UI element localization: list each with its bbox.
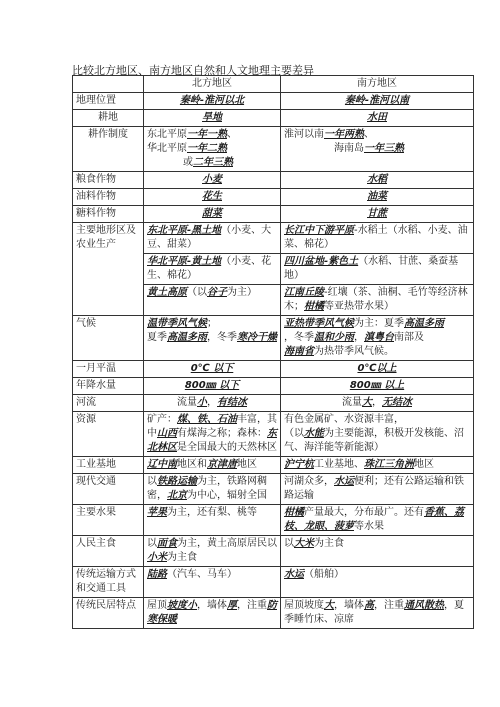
cell-text: 铁路运输 — [157, 476, 197, 487]
cell-text: 油菜 — [367, 191, 387, 202]
cell-text: 旱地 — [202, 112, 222, 123]
page-title: 比较北方地区、南方地区自然和人文地理主要差异 — [72, 64, 314, 77]
table-header-row — [73, 76, 474, 93]
table-row — [73, 474, 474, 505]
sub-cell — [281, 253, 473, 284]
cell-text: 甜菜 — [202, 208, 222, 219]
cell-text: ，夏季睡竹床、凉席 — [284, 600, 464, 625]
cell-text: 海南省 — [284, 346, 314, 357]
cell-text: 大 — [324, 600, 334, 611]
cell-text: ，墙体 — [197, 600, 227, 611]
table-cell — [144, 223, 281, 316]
row-label: 地理位置 — [73, 93, 144, 110]
cell-text: 小米 — [147, 552, 167, 563]
cell-text: 0℃以上 — [357, 363, 397, 374]
table-cell — [144, 206, 281, 223]
cell-text: （以 — [284, 428, 304, 439]
row-label: 主要水果 — [73, 505, 144, 536]
cell-text: 是全国最大的天然林区 — [177, 442, 277, 453]
cell-text: 山西 — [157, 428, 177, 439]
cell-text: ， — [372, 397, 382, 408]
cell-text: 为主：夏季 — [354, 318, 404, 329]
cell-text: ， — [207, 397, 217, 408]
cell-line — [147, 331, 277, 345]
table-row — [73, 378, 474, 395]
table-cell — [281, 110, 474, 127]
row-label: 一月平温 — [73, 361, 144, 378]
cell-text: 防寒保暖 — [147, 600, 277, 625]
cell-text: 温带季风气候 — [147, 318, 207, 329]
cell-text: 南部及 — [394, 332, 424, 343]
sub-cell — [144, 253, 280, 284]
cell-text: ，墙体 — [334, 600, 364, 611]
cell-text: 京津唐 — [207, 459, 237, 470]
cell-text: ，注重 — [237, 600, 267, 611]
sub-cell — [144, 284, 280, 301]
cell-text: 一年二熟 — [187, 143, 227, 154]
cell-text: 香蕉、荔枝、龙眼、菠萝 — [284, 507, 464, 532]
table-cell — [144, 378, 281, 395]
cell-text: 甘蔗 — [367, 208, 387, 219]
row-label: 耕地 — [73, 110, 144, 127]
table-cell — [281, 505, 474, 536]
cell-text: 小麦 — [202, 174, 222, 185]
table-cell — [144, 189, 281, 206]
row-label: 现代交通 — [73, 474, 144, 505]
cell-line — [284, 317, 470, 331]
cell-line — [147, 156, 277, 170]
cell-text: 产量最大，分布最广。还有 — [304, 507, 424, 518]
table-row — [73, 536, 474, 567]
cell-text: （水稻、甘蔗、桑蚕基地） — [284, 256, 459, 281]
cell-text: 煤、铁、石油 — [177, 414, 237, 425]
table-cell — [144, 567, 281, 598]
cell-text: 河湖众多， — [284, 476, 334, 487]
cell-text: （以 — [187, 287, 207, 298]
cell-text: 800㎜ 以下 — [184, 380, 240, 391]
table-cell — [281, 536, 474, 567]
table-row — [73, 206, 474, 223]
cell-text: 为主，黄土高原居民以 — [177, 538, 277, 549]
cell-text: 有煤海之称；森林： — [177, 428, 267, 439]
cell-text: 水能 — [304, 428, 324, 439]
cell-text: 800㎜ 以上 — [349, 380, 405, 391]
cell-text: 一年三熟 — [364, 143, 404, 154]
sub-cell — [281, 223, 473, 253]
cell-text: 华北平原 — [147, 143, 187, 154]
cell-text: 有色金属矿、水资源丰富， — [284, 414, 404, 425]
cell-text: 为热带季风气候。 — [314, 346, 394, 357]
cell-text: 寒冷干燥 — [237, 332, 277, 343]
cell-text: ，注重 — [374, 600, 404, 611]
cell-line — [284, 142, 470, 156]
table-cell — [144, 361, 281, 378]
table-cell — [281, 412, 474, 457]
cell-text: 以 — [147, 476, 157, 487]
cell-text: 水田 — [367, 112, 387, 123]
cell-text: 谷子 — [207, 287, 227, 298]
cell-text: 为主，铁路网稠密， — [147, 476, 267, 501]
row-label: 人民主食 — [73, 536, 144, 567]
cell-text: 矿产： — [147, 414, 177, 425]
table-cell — [144, 316, 281, 361]
cell-text: 亚热带季风气候 — [284, 318, 354, 329]
cell-text: -水稻土（水稻、小麦、油菜、棉花） — [284, 225, 468, 250]
cell-text: （船舶） — [304, 569, 344, 580]
cell-text: 以 — [284, 538, 294, 549]
row-label: 传统运输方式和交通工具 — [73, 567, 144, 598]
table-cell — [144, 110, 281, 127]
sub-cell — [144, 223, 280, 253]
cell-text: 为主，还有梨、桃等 — [167, 507, 257, 518]
cell-text: 为主要能源，积极开发核能、沼气、海洋能等新能源） — [284, 428, 464, 453]
table-cell — [144, 457, 281, 474]
row-label: 油料作物 — [73, 189, 144, 206]
cell-text: 坡度小 — [167, 600, 197, 611]
cell-text: 江南丘陵 — [284, 287, 324, 298]
cell-text: 辽中南 — [147, 459, 177, 470]
cell-text: 屋顶 — [147, 600, 167, 611]
cell-text: 通风散热 — [404, 600, 444, 611]
table-row — [73, 567, 474, 598]
row-label: 糖料作物 — [73, 206, 144, 223]
cell-text: 花生 — [202, 191, 222, 202]
cell-text: 以 — [147, 538, 157, 549]
cell-text: 柑橘 — [284, 507, 304, 518]
cell-text: 小 — [197, 397, 207, 408]
cell-text: 沪宁杭 — [284, 459, 314, 470]
row-label: 气候 — [73, 316, 144, 361]
cell-text: 陆路 — [147, 569, 167, 580]
cell-text: 便利；还有公路运输和铁路运输 — [284, 476, 464, 501]
table-row — [73, 457, 474, 474]
cell-line — [147, 128, 277, 142]
cell-text: 厚 — [227, 600, 237, 611]
cell-text: 流量 — [177, 397, 197, 408]
cell-text: （汽车、马车） — [167, 569, 237, 580]
comparison-table — [72, 75, 474, 629]
cell-text: 有结冰 — [217, 397, 247, 408]
cell-text: 0℃ 以下 — [190, 363, 234, 374]
cell-text: 一年两熟 — [324, 129, 364, 140]
cell-line — [147, 142, 277, 156]
cell-text: 黄土高原 — [147, 287, 187, 298]
cell-text: 高 — [364, 600, 374, 611]
table-cell — [281, 189, 474, 206]
cell-text: -红壤（茶、油桐、毛竹等经济林木； — [284, 287, 468, 312]
table-cell — [144, 474, 281, 505]
cell-text: 、 — [364, 129, 374, 140]
cell-text: 长江中下游平原 — [284, 225, 354, 236]
cell-line — [284, 413, 470, 427]
table-cell — [281, 206, 474, 223]
cell-text: 东北平原 — [147, 129, 187, 140]
table-cell — [144, 93, 281, 110]
cell-text: 淮河以南 — [284, 129, 324, 140]
table-cell — [144, 395, 281, 412]
cell-line — [284, 345, 470, 359]
table-cell — [281, 223, 474, 316]
table-cell — [281, 474, 474, 505]
cell-text: 等亚热带水果） — [324, 301, 394, 312]
cell-text: 秦岭-淮河以南 — [344, 95, 410, 106]
cell-text: （小麦、大豆、甜菜） — [147, 225, 272, 250]
cell-line — [284, 331, 470, 345]
table-row — [73, 361, 474, 378]
cell-text: 水稻 — [367, 174, 387, 185]
table-cell — [144, 598, 281, 629]
cell-line — [284, 427, 470, 455]
cell-text: 大米 — [294, 538, 314, 549]
cell-text: 地区和 — [177, 459, 207, 470]
cell-text: ； — [207, 318, 217, 329]
cell-text: 工业基地、 — [314, 459, 364, 470]
table-cell — [144, 536, 281, 567]
cell-text: 其中 — [147, 414, 277, 439]
cell-text: 一年一熟 — [187, 129, 227, 140]
table-cell — [281, 172, 474, 189]
cell-text: 二年三熟 — [193, 157, 233, 168]
table-cell — [281, 378, 474, 395]
row-label: 传统民居特点 — [73, 598, 144, 629]
cell-text: 水运 — [334, 476, 354, 487]
cell-text: 秦岭-淮河以北 — [179, 95, 245, 106]
table-row — [73, 189, 474, 206]
table-cell — [144, 505, 281, 536]
row-label: 工业基地 — [73, 457, 144, 474]
cell-text: 夏季 — [147, 332, 167, 343]
table-cell — [281, 316, 474, 361]
cell-text: 大 — [362, 397, 372, 408]
table-cell — [281, 567, 474, 598]
cell-text: 为主食 — [314, 538, 344, 549]
table-row — [73, 505, 474, 536]
cell-text: 温和少雨 — [314, 332, 354, 343]
cell-text: 柑橘 — [304, 301, 324, 312]
cell-text: 滇粤台 — [364, 332, 394, 343]
table-cell — [73, 76, 144, 93]
table-row — [73, 316, 474, 361]
cell-text: 等水果 — [354, 521, 384, 532]
cell-text: 北京 — [167, 490, 187, 501]
table-cell — [281, 598, 474, 629]
row-label: 资源 — [73, 412, 144, 457]
table-row — [73, 395, 474, 412]
table-row — [73, 110, 474, 127]
column-header-south: 南方地区 — [281, 76, 474, 93]
row-label: 主要地形区及农业生产 — [73, 223, 144, 316]
cell-text: 流量 — [342, 397, 362, 408]
table-cell — [281, 395, 474, 412]
cell-text: 地区 — [414, 459, 434, 470]
cell-text: 无结冰 — [382, 397, 412, 408]
table-row — [73, 223, 474, 316]
cell-line — [147, 317, 277, 331]
row-label: 河流 — [73, 395, 144, 412]
cell-text: 、 — [227, 129, 237, 140]
cell-text: 屋顶坡度 — [284, 600, 324, 611]
cell-text: 面食 — [157, 538, 177, 549]
table-row — [73, 172, 474, 189]
cell-line — [284, 128, 470, 142]
table-cell — [281, 457, 474, 474]
cell-text: 为中心，辐射全国 — [187, 490, 267, 501]
cell-text: 海南岛 — [334, 143, 364, 154]
table-row — [73, 93, 474, 110]
row-label: 耕作制度 — [73, 127, 144, 172]
cell-text: ，冬季 — [284, 332, 314, 343]
table-row — [73, 412, 474, 457]
row-label: 年降水量 — [73, 378, 144, 395]
table-row — [73, 598, 474, 629]
cell-text: 地区 — [237, 459, 257, 470]
table-cell — [281, 361, 474, 378]
cell-text: 为主食 — [167, 552, 197, 563]
cell-text: 为主） — [227, 287, 257, 298]
cell-text: 四川盆地-紫色土 — [284, 256, 359, 267]
table-cell — [281, 127, 474, 172]
cell-text: 高温多雨 — [404, 318, 444, 329]
cell-text: ，冬季 — [207, 332, 237, 343]
cell-text: （小麦、花生、棉花） — [147, 256, 272, 281]
cell-text: 苹果 — [147, 507, 167, 518]
cell-text: 珠江三角洲 — [364, 459, 414, 470]
cell-text: 东北平原-黑土地 — [147, 225, 222, 236]
table-cell — [144, 127, 281, 172]
cell-text: 东北林区 — [147, 428, 277, 453]
cell-text: 华北平原-黄土地 — [147, 256, 222, 267]
cell-text: ， — [354, 332, 364, 343]
table-cell — [144, 412, 281, 457]
table-cell — [281, 93, 474, 110]
column-header-north: 北方地区 — [144, 76, 281, 93]
table-cell — [144, 172, 281, 189]
cell-text: 水运 — [284, 569, 304, 580]
table-row — [73, 127, 474, 172]
cell-text: 丰富， — [237, 414, 267, 425]
sub-cell — [281, 284, 473, 315]
cell-text: 高温多雨 — [167, 332, 207, 343]
row-label: 粮食作物 — [73, 172, 144, 189]
cell-text: 或 — [183, 157, 193, 168]
